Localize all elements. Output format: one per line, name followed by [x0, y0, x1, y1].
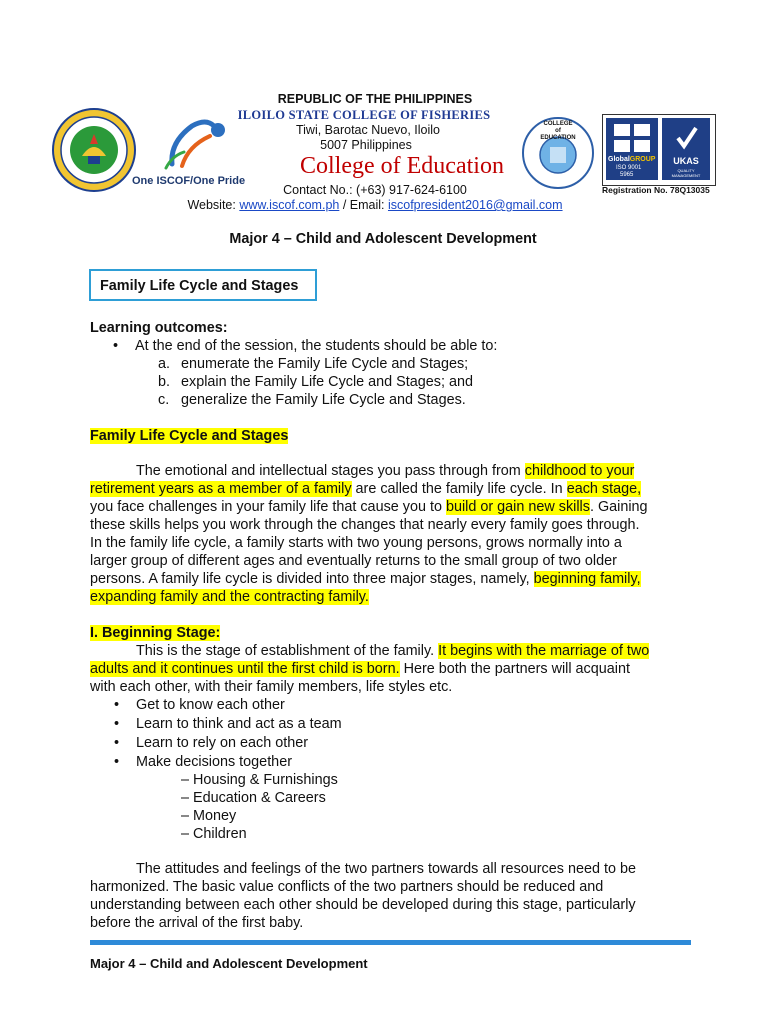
outcome-b: b. — [158, 374, 171, 390]
outcome-b-text: explain the Family Life Cycle and Stages; and — [181, 374, 473, 390]
beginning-line-2: adults and it continues until the first child is born. Here both the partners will acquaint — [90, 661, 630, 677]
beginning-heading: I. Beginning Stage: — [90, 625, 221, 641]
outcome-c-text: generalize the Family Life Cycle and Stages. — [181, 392, 466, 408]
topic-box-title: Family Life Cycle and Stages — [100, 278, 299, 294]
registration-number: Registration No. 78Q13035 — [602, 185, 710, 195]
certification-logo: GlobalGROUP ISO 9001 5965 UKAS QUALITY MANAGEMENT Registration No. 78Q13035 — [602, 114, 716, 194]
address-line-1: Tiwi, Barotac Nuevo, Iloilo — [295, 123, 441, 137]
section-heading: Family Life Cycle and Stages — [90, 428, 289, 444]
intro-line-7: persons. A family life cycle is divided into three major stages, namely, beginning family, — [90, 571, 641, 587]
closing-line-2: harmonized. The basic value conflicts of the two partners should be reduced and — [90, 879, 604, 895]
outcome-a-text: enumerate the Family Life Cycle and Stages; — [181, 356, 469, 372]
republic-title: REPUBLIC OF THE PHILIPPINES — [277, 92, 473, 106]
footer-title: Major 4 – Child and Adolescent Development — [90, 956, 368, 971]
email-link[interactable]: iscofpresident2016@gmail.com — [387, 198, 563, 212]
intro-line-4: these skills helps you work through the changes that nearly every family goes through. — [90, 517, 640, 533]
beginning-bullet-4: • Make decisions together — [136, 753, 292, 771]
outcome-c: c. — [158, 392, 170, 408]
intro-line-1: The emotional and intellectual stages you pass through from childhood to your — [136, 463, 635, 479]
closing-line-4: before the arrival of the first baby. — [90, 915, 304, 931]
contact-number: Contact No.: (+63) 917-624-6100 — [283, 183, 467, 197]
sub-item-2: – Education & Careers — [181, 790, 326, 806]
beginning-bullet-2: • Learn to think and act as a team — [136, 715, 342, 733]
intro-line-2: retirement years as a member of a family are called the family life cycle. In each stage, — [90, 481, 642, 497]
sub-item-1: – Housing & Furnishings — [181, 772, 338, 788]
beginning-bullet-1: • Get to know each other — [136, 696, 285, 714]
website-link[interactable]: www.iscof.com.ph — [239, 198, 340, 212]
coe-logo-label: COLLEGE of EDUCATION — [540, 121, 576, 141]
topic-box — [89, 269, 317, 301]
website-email-line: Website: www.iscof.com.ph / Email: iscofpresident2016@gmail.com — [187, 198, 563, 212]
outcome-a: a. — [158, 356, 171, 372]
outcomes-heading: Learning outcomes: — [90, 320, 228, 336]
school-name: ILOILO STATE COLLEGE OF FISHERIES — [237, 108, 491, 122]
address-line-2: 5007 Philippines — [320, 138, 412, 152]
intro-line-3: you face challenges in your family life that cause you to build or gain new skills. Gaining — [90, 499, 648, 515]
slogan: One ISCOF/One Pride — [132, 175, 246, 187]
footer-rule — [90, 940, 691, 945]
intro-line-8: expanding family and the contracting family. — [90, 589, 369, 605]
beginning-line-3: with each other, with their family members, life styles etc. — [90, 679, 453, 695]
closing-line-3: understanding between each other should be developed during this stage, particularly — [90, 897, 636, 913]
outcomes-intro: • At the end of the session, the students should be able to: — [135, 337, 497, 355]
beginning-bullet-3: • Learn to rely on each other — [136, 734, 308, 752]
college-name: College of Education — [300, 153, 504, 179]
intro-line-6: larger group of different ages and eventually returns to the small group of two older — [90, 553, 617, 569]
sub-item-3: – Money — [181, 808, 237, 824]
sub-item-4: – Children — [181, 826, 247, 842]
intro-line-5: In the family life cycle, a family starts with two young persons, grows normally into a — [90, 535, 622, 551]
beginning-line-1: This is the stage of establishment of the family. It begins with the marriage of two — [136, 643, 650, 659]
course-title: Major 4 – Child and Adolescent Development — [229, 231, 537, 247]
closing-line-1: The attitudes and feelings of the two partners towards all resources need to be — [136, 861, 636, 877]
